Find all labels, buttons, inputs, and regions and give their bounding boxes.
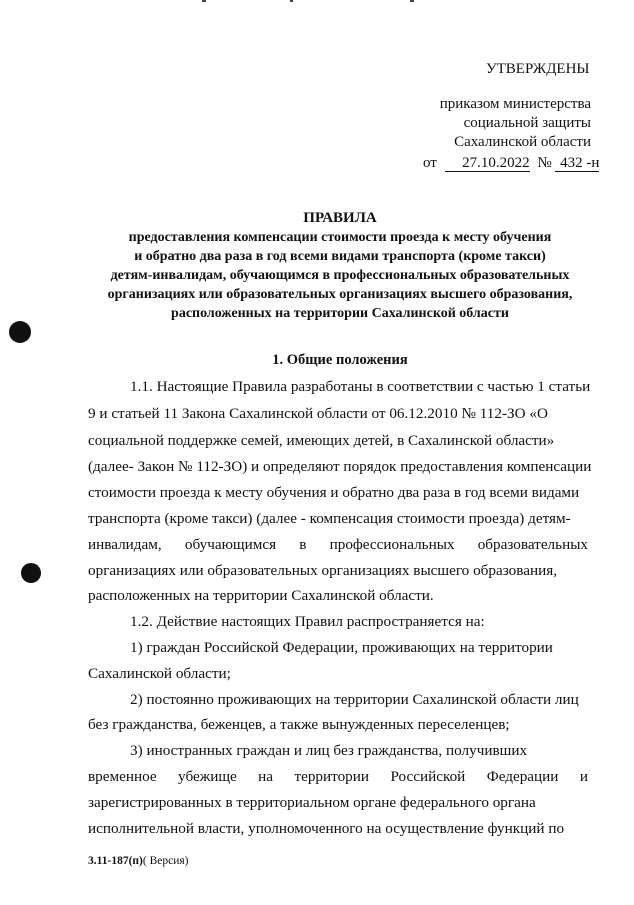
approval-date: 27.10.2022 [445,155,530,172]
approval-number: 432 -н [555,155,599,172]
form-code: 3.11-187(п) [88,855,143,867]
paragraph-line: организациях или образовательных организациях высшего образования, [88,562,557,579]
approval-date-row [423,155,599,172]
list-item-line: зарегистрированных в территориальном органе федерального органа [88,794,536,811]
title-line-5: расположенных на территории Сахалинской области [171,306,509,321]
paragraph-line: стоимости проезда к месту обучения и обратно два раза в год всеми видами [88,484,580,501]
approval-heading: УТВЕРЖДЕНЫ [486,61,590,77]
number-prefix: № [537,155,552,171]
list-item-line: 3) иностранных граждан и лиц без гражданства, получивших [130,742,528,759]
list-item-line: исполнительной власти, уполномоченного на осуществление функций по [88,820,565,837]
title-line-2: и обратно два раза в год всеми видами транспорта (кроме такси) [134,249,546,264]
paragraph-line: транспорта (кроме такси) (далее - компенсация стоимости проезда) детям- [88,510,571,527]
approval-line-2: социальной защиты [463,115,591,131]
paragraph-line: 1.2. Действие настоящих Правил распространяется на: [130,613,485,630]
scan-mark [202,0,206,2]
scan-mark [290,0,293,2]
list-item-line-justified: временное убежище на территории Российской Федерации и [88,768,588,785]
punch-hole-top [9,321,31,343]
title-line-3: детям-инвалидам, обучающимся в профессиональных образовательных [110,268,570,283]
form-version: ( Версия) [142,855,189,867]
paragraph-line: расположенных на территории Сахалинской области. [88,587,434,604]
list-item-line: без гражданства, беженцев, а также вынужденных переселенцев; [88,716,510,733]
paragraph-line: (далее- Закон № 112-ЗО) и определяют порядок предоставления компенсации [88,458,592,475]
list-item-line: Сахалинской области; [88,665,231,682]
list-item-line: 2) постоянно проживающих на территории Сахалинской области лиц [130,691,579,708]
paragraph-line-justified: инвалидам, обучающимся в профессиональных образовательных [88,536,588,553]
title-line-4: организациях или образовательных организациях высшего образования, [107,287,573,302]
paragraph-line: 1.1. Настоящие Правила разработаны в соответствии с частью 1 статьи [130,378,591,395]
scan-mark [410,0,414,2]
list-item-line: 1) граждан Российской Федерации, проживающих на территории [130,639,553,656]
title-line-1: предоставления компенсации стоимости проезда к месту обучения [128,230,552,245]
paragraph-line: 9 и статьей 11 Закона Сахалинской области от 06.12.2010 № 112-ЗО «О [88,405,548,422]
punch-hole-bottom [21,563,41,583]
date-prefix: от [423,155,437,171]
section-heading: 1. Общие положения [272,352,408,368]
document-title: ПРАВИЛА [303,210,377,226]
approval-line-3: Сахалинской области [454,134,591,150]
approval-line-1: приказом министерства [439,96,591,112]
footer-code [88,855,188,867]
paragraph-line: социальной поддержке семей, имеющих детей, в Сахалинской области» [88,432,555,449]
